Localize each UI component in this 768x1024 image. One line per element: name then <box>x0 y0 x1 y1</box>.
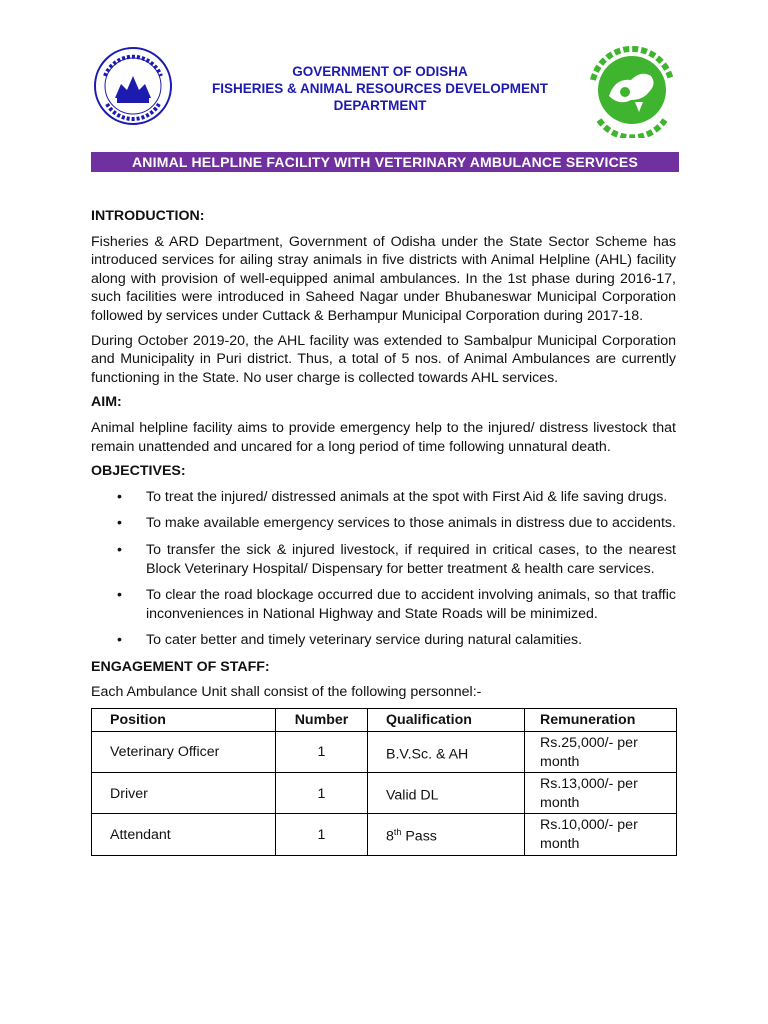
bullet: • <box>117 488 122 505</box>
cell-number: 1 <box>276 732 368 773</box>
cell-position: Driver <box>92 773 276 814</box>
cell-qualification <box>368 732 525 773</box>
bullet: • <box>117 587 122 604</box>
objective-text: To cater better and timely veterinary service during natural calamities. <box>146 632 583 649</box>
qualification-text: 8 <box>386 829 394 846</box>
list-item <box>91 631 676 650</box>
cell-remuneration: Rs.13,000/- per month <box>525 773 677 814</box>
department-header <box>180 63 580 114</box>
table-row <box>92 773 677 814</box>
staff-heading: ENGAGEMENT OF STAFF: <box>91 658 270 675</box>
staff-intro: Each Ambulance Unit shall consist of the following personnel:- <box>91 684 482 701</box>
introduction-heading: INTRODUCTION: <box>91 208 205 224</box>
staff-table <box>91 708 677 856</box>
qualification-sup: th <box>393 827 402 838</box>
list-item <box>91 541 676 578</box>
column-header-remuneration: Remuneration <box>525 709 677 732</box>
qualification-text: Valid DL <box>386 787 439 804</box>
objective-text: To clear the road blockage occurred due to accident involving animals, so that traffic inconveniences in National Highway and State Roads will be minimized. <box>146 587 676 622</box>
qualification-text: B.V.Sc. & AH <box>386 746 469 763</box>
document-body <box>91 207 676 856</box>
objective-text: To transfer the sick & injured livestock, if required in critical cases, to the nearest Block Veterinary Hospital/ Dispensary for better treatment & health care services. <box>146 541 676 577</box>
introduction-paragraph-1: Fisheries & ARD Department, Government of Odisha under the State Sector Scheme has introduced services for ailing stray animals in five districts with Animal Helpline (AHL) facility along with provision of well-equipped animal ambulances. In the 1st phase during 2016-17, such facilities were introduced in Saheed Nagar under Bhubaneswar Municipal Corporation followed by services under Cuttack & Berhampur Municipal Corporation during 2017-18. <box>91 233 676 324</box>
bullet: • <box>117 515 122 532</box>
qualification-suffix: Pass <box>401 829 437 846</box>
cell-remuneration: Rs.10,000/- per month <box>525 814 677 855</box>
aim-heading: AIM: <box>91 394 122 411</box>
table-header-row <box>92 709 677 732</box>
list-item <box>91 488 676 507</box>
column-header-qualification: Qualification <box>368 709 525 732</box>
header-line-2: FISHERIES & ANIMAL RESOURCES DEVELOPMENT <box>211 81 549 96</box>
list-item <box>91 514 676 533</box>
cell-position: Attendant <box>92 814 276 855</box>
aim-paragraph: Animal helpline facility aims to provide emergency help to the injured/ distress livestock that remain unattended and uncared for a long period of time following unnatural death. <box>91 419 676 455</box>
bullet: • <box>117 541 122 558</box>
cell-qualification <box>368 814 525 855</box>
title-banner: ANIMAL HELPLINE FACILITY WITH VETERINARY AMBULANCE SERVICES <box>91 152 679 172</box>
bullet: • <box>117 632 122 649</box>
list-item <box>91 586 676 623</box>
cell-number: 1 <box>276 814 368 855</box>
column-header-number: Number <box>276 709 368 732</box>
introduction-paragraph-2: During October 2019-20, the AHL facility was extended to Sambalpur Municipal Corporation and Municipality in Puri district. Thus, a total of 5 nos. of Animal Ambulances are currently functioning in the State. No user charge is collected towards AHL services. <box>91 332 676 386</box>
objective-text: To make available emergency services to those animals in distress due to accidents. <box>146 515 676 532</box>
header-line-1: GOVERNMENT OF ODISHA <box>292 64 468 79</box>
objective-text: To treat the injured/ distressed animals at the spot with First Aid & life saving drugs. <box>146 488 668 505</box>
cell-position: Veterinary Officer <box>92 732 276 773</box>
cell-qualification <box>368 773 525 814</box>
header-line-3: DEPARTMENT <box>333 98 427 113</box>
animal-resources-logo <box>585 40 680 138</box>
objectives-heading: OBJECTIVES: <box>91 463 186 480</box>
cell-remuneration: Rs.25,000/- per month <box>525 732 677 773</box>
odisha-government-emblem <box>93 46 173 126</box>
objectives-list <box>91 488 676 650</box>
cell-number: 1 <box>276 773 368 814</box>
table-row <box>92 814 677 855</box>
table-row <box>92 732 677 773</box>
column-header-position: Position <box>92 709 276 732</box>
